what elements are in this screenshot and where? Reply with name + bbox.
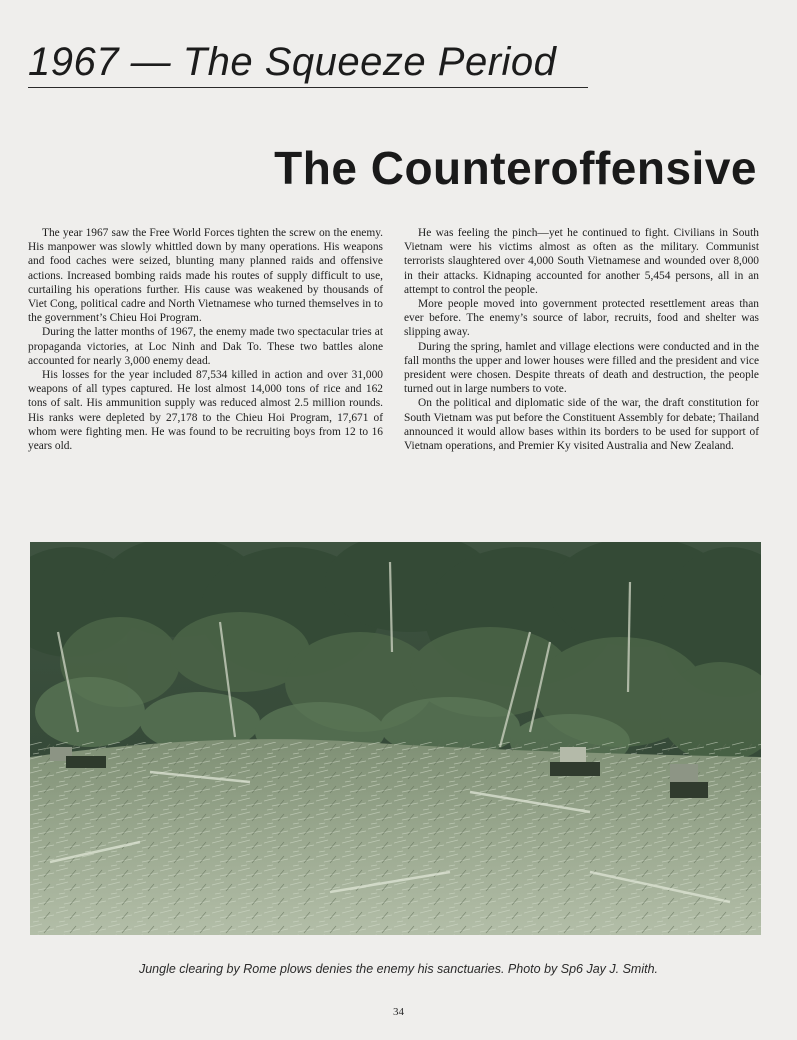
article-column-right — [404, 226, 759, 453]
jungle-clearing-photo — [30, 542, 761, 935]
paragraph: He was feeling the pinch—yet he continued to fight. Civilians in South Vietnam were his victims almost as often as the military. Communist terrorists slaughtered over 4,000 South Vietnamese and wounded over 8,000 in their attacks. Kidnaping accounted for another 5,454 persons, all in an attempt to control the people. — [404, 227, 759, 296]
article-title: The Counteroffensive — [274, 142, 757, 194]
article-column-left — [28, 226, 383, 453]
paragraph: The year 1967 saw the Free World Forces tighten the screw on the enemy. His manpower was slowly whittled down by many operations. His weapons and food caches were seized, blunting many planned raids and offensive actions. Increased bombing raids made his routes of supply difficult to use, curtailing his operations further. His cause was weakened by thousands of Viet Cong, political cadre and North Vietnamese who turned themselves in to the government’s Chieu Hoi Program. — [28, 227, 383, 325]
paragraph: More people moved into government protected resettlement areas than ever before. The enemy’s source of labor, recruits, food and shelter was slipping away. — [404, 298, 759, 339]
paragraph: During the spring, hamlet and village elections were conducted and in the fall months the upper and lower houses were filled and the president and vice president were chosen. Despite threats of death and destruction, the people turned out in large numbers to vote. — [404, 340, 759, 396]
photo-caption: Jungle clearing by Rome plows denies the enemy his sanctuaries. Photo by Sp6 Jay J. Smith. — [138, 962, 659, 976]
paragraph: His losses for the year included 87,534 killed in action and over 31,000 weapons of all types captured. He lost almost 14,000 tons of rice and 162 tons of salt. His ammunition supply was reduced almost 2.5 million rounds. His ranks were depleted by 27,178 to the Chieu Hoi Program, 17,671 of whom were fighting men. He was found to be recruiting boys from 12 to 16 years old. — [28, 369, 383, 453]
section-title: 1967 — The Squeeze Period — [28, 38, 588, 88]
paragraph: During the latter months of 1967, the enemy made two spectacular tries at propaganda victories, at Loc Ninh and Dak To. These two battles alone accounted for nearly 3,000 enemy dead. — [28, 326, 383, 367]
page-number: 34 — [393, 1006, 404, 1018]
paragraph: On the political and diplomatic side of the war, the draft constitution for South Vietnam was put before the Constituent Assembly for debate; Thailand announced it would allow bases within its borders to be used for support of Vietnam operations, and Premier Ky visited Australia and New Zealand. — [404, 397, 759, 453]
